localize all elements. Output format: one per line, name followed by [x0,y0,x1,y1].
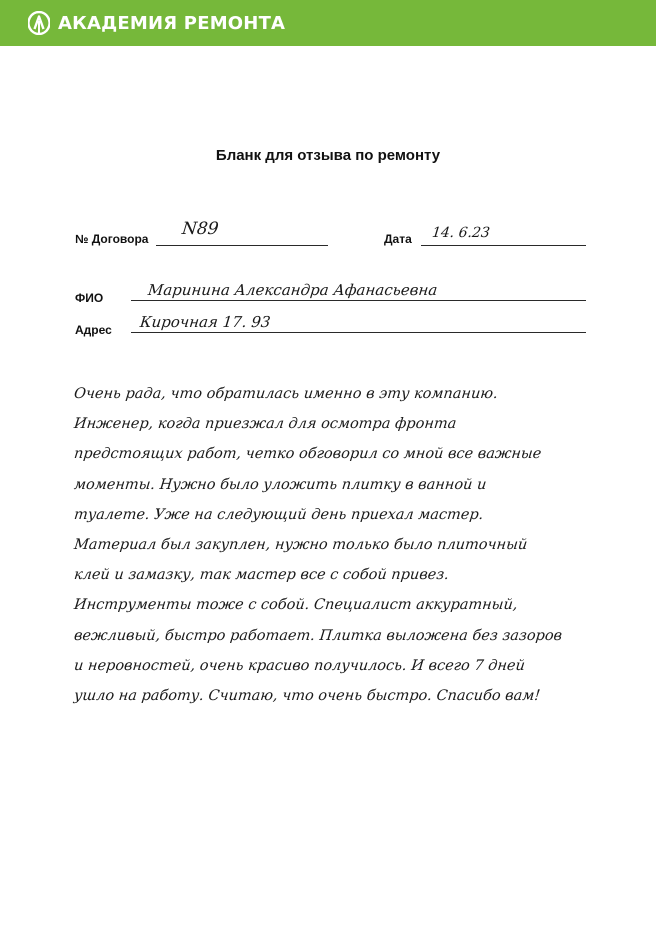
date-line [421,245,586,246]
form-title: Бланк для отзыва по ремонту [215,147,441,164]
brand-header [0,0,656,46]
address-label: Адрес [75,323,112,337]
name-line [131,300,586,301]
brand-logo-icon [28,11,50,35]
review-line: Инструменты тоже с собой. Специалист аккуратный, [73,597,519,614]
name-label: ФИО [75,291,104,305]
contract-line [156,245,328,246]
contract-value: N89 [180,219,220,239]
review-line: ушло на работу. Считаю, что очень быстро. Спасибо вам! [73,687,542,704]
review-line: клей и замазку, так мастер все с собой привез. [73,567,450,584]
review-line: моменты. Нужно было уложить плитку в ванной и [73,476,488,493]
review-line: предстоящих работ, четко обговорил со мной все важные [73,446,543,463]
review-line: Материал был закуплен, нужно только было плиточный [73,536,529,553]
review-text [74,379,614,711]
date-label: Дата [384,232,412,246]
date-value: 14. 6.23 [431,225,491,241]
brand-name: АКАДЕМИЯ РЕМОНТА [58,13,286,34]
address-line [131,332,586,333]
review-line: Инженер, когда приезжал для осмотра фронта [73,416,458,433]
review-line: вежливый, быстро работает. Плитка выложена без зазоров [73,627,563,644]
contract-label: № Договора [75,232,149,246]
address-value: Кирочная 17. 93 [139,313,272,331]
name-value: Маринина Александра Афанасьевна [147,281,439,299]
review-line: Очень рада, что обратилась именно в эту компанию. [73,386,499,402]
review-line: и неровностей, очень красиво получилось. И всего 7 дней [73,657,526,674]
review-line: туалете. Уже на следующий день приехал мастер. [73,506,485,523]
